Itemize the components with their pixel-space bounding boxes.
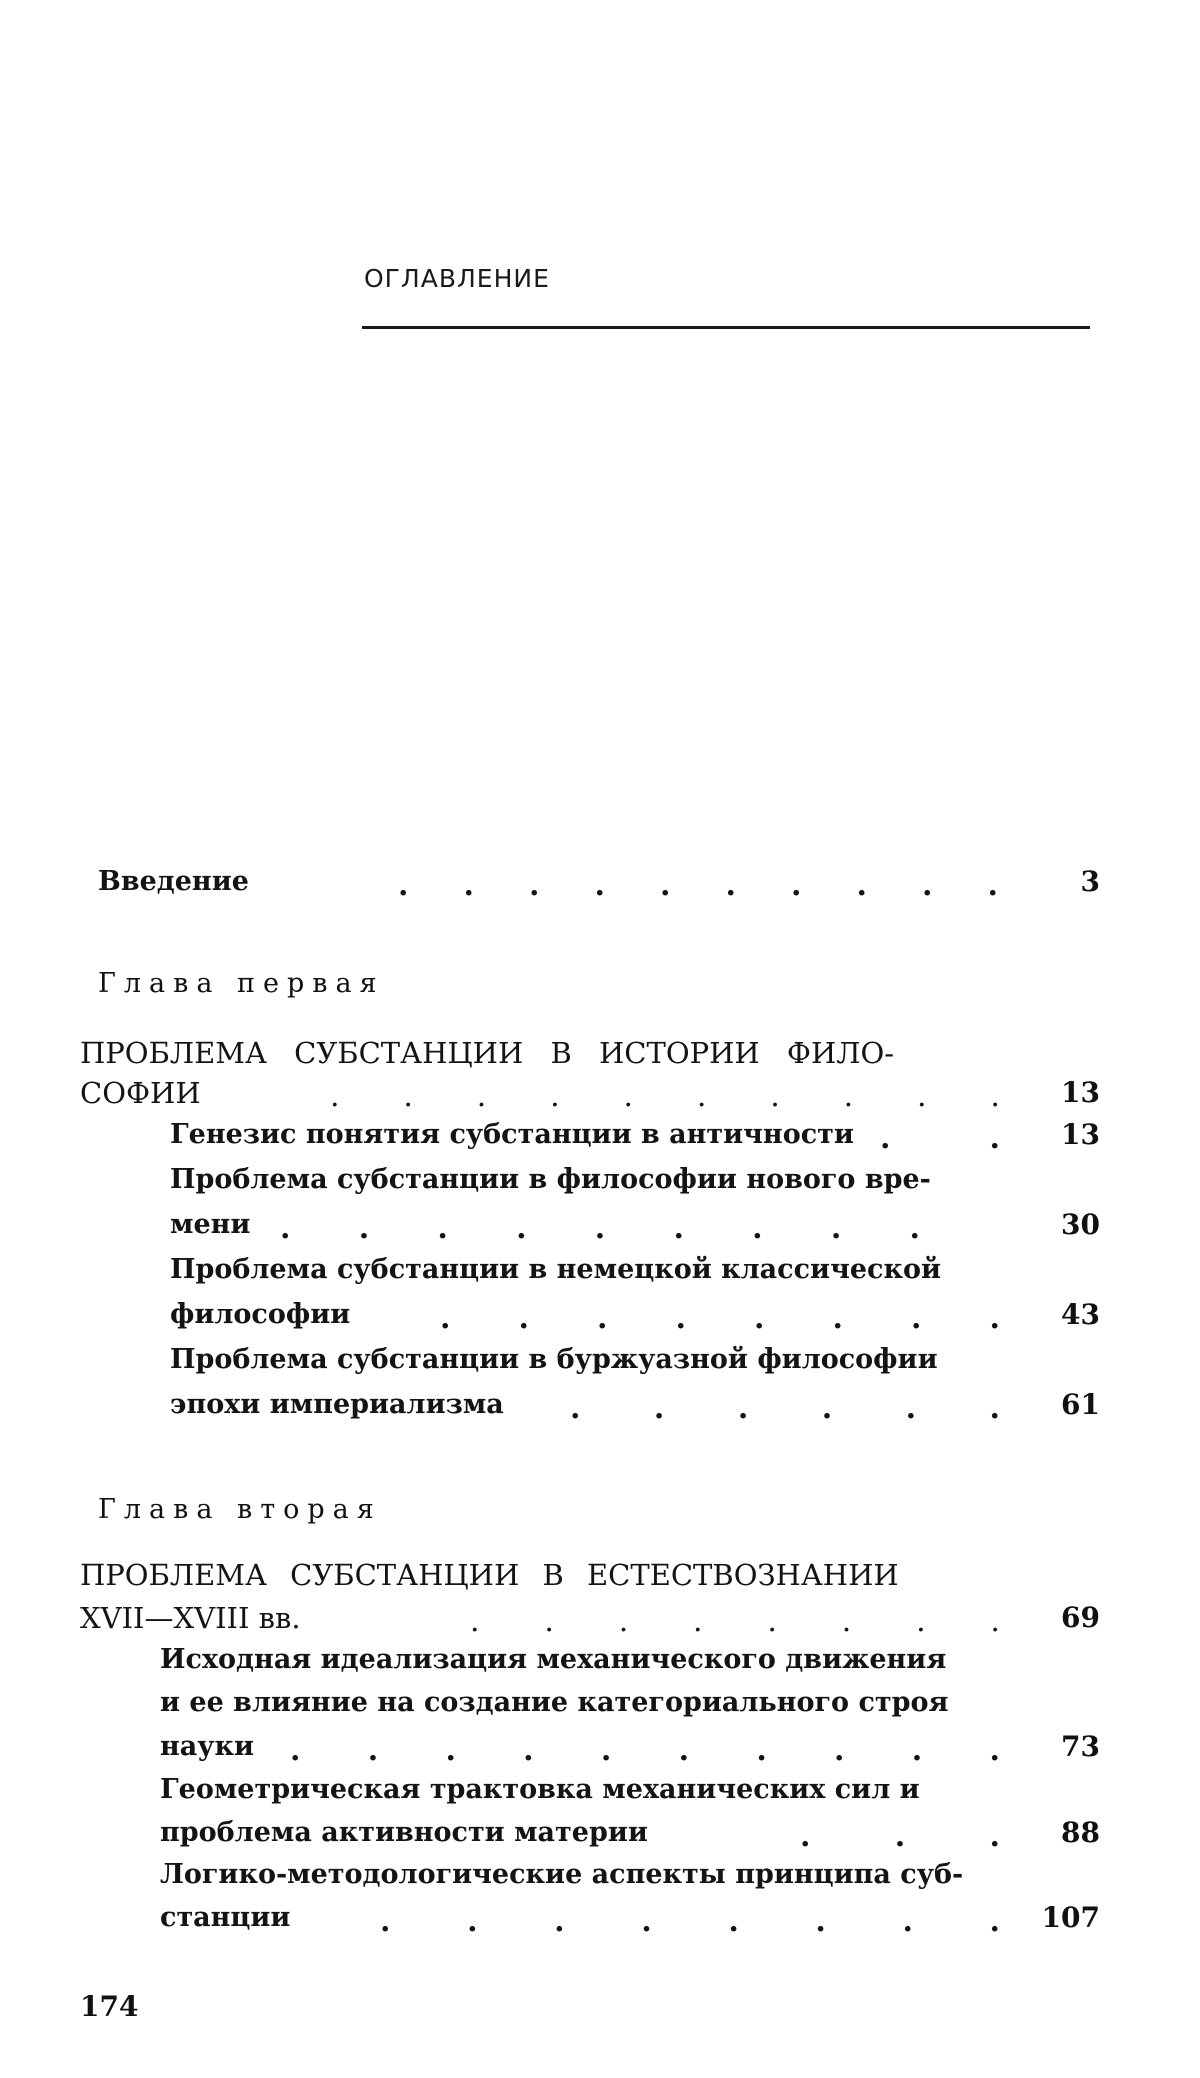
toc-entry-title: станции: [160, 1902, 291, 1933]
toc-entry-section[interactable]: [170, 1385, 1000, 1425]
toc-entry-section-line: Проблема субстанции в немецкой классической: [170, 1254, 941, 1285]
toc-entry-intro[interactable]: [98, 862, 998, 902]
dot-leader: . . .: [800, 1819, 1000, 1854]
dot-leader: . . . . . .: [570, 1391, 1000, 1426]
toc-page-number: 13: [1061, 1076, 1100, 1109]
toc-entry-section[interactable]: [170, 1295, 1000, 1335]
heading-rule: [362, 326, 1090, 329]
toc-page-number: 69: [1061, 1601, 1100, 1634]
dot-leader: . . . . . . . .: [380, 1904, 1000, 1939]
toc-entry-section-line: Геометрическая трактовка механических сил и: [160, 1774, 920, 1805]
toc-entry-section[interactable]: [160, 1813, 1000, 1853]
toc-entry-section[interactable]: [160, 1898, 1000, 1938]
toc-page-number: 3: [1080, 865, 1100, 898]
toc-entry-section-line: Логико-методологические аспекты принципа суб-: [160, 1859, 964, 1890]
toc-entry-title: эпохи империализма: [170, 1389, 504, 1420]
toc-page-number: 13: [1061, 1118, 1100, 1151]
toc-entry-section-line: Проблема субстанции в философии нового вре-: [170, 1164, 931, 1195]
toc-entry-title: Генезис понятия субстанции в античности: [170, 1119, 854, 1150]
dot-leader: . . . . . . . .: [440, 1301, 1000, 1336]
toc-entry-section[interactable]: [160, 1727, 1000, 1767]
dot-leader: . . . . . . . . .: [280, 1211, 920, 1246]
toc-page-number: 107: [1041, 1901, 1100, 1934]
toc-entry-section-line: Проблема субстанции в буржуазной философии: [170, 1344, 938, 1375]
toc-entry-title: проблема активности материи: [160, 1817, 648, 1848]
toc-page-number: 30: [1061, 1208, 1100, 1241]
toc-entry-section-line: Исходная идеализация механического движения: [160, 1644, 947, 1675]
dot-leader: . . . . . . . .: [470, 1604, 1000, 1639]
chapter-title-line: ПРОБЛЕМА СУБСТАНЦИИ В ЕСТЕСТВОЗНАНИИ: [80, 1558, 899, 1592]
toc-entry-title: мени: [170, 1209, 251, 1240]
toc-page-number: 61: [1061, 1388, 1100, 1421]
toc-entry-title: науки: [160, 1731, 255, 1762]
page-heading: ОГЛАВЛЕНИЕ: [364, 264, 550, 293]
page-folio: 174: [80, 1990, 139, 2023]
dot-leader: . .: [880, 1121, 1000, 1156]
chapter-title-line: XVII—XVIII вв.: [80, 1601, 301, 1635]
toc-entry-section[interactable]: [170, 1205, 920, 1245]
chapter-title-line: ПРОБЛЕМА СУБСТАНЦИИ В ИСТОРИИ ФИЛО-: [80, 1036, 895, 1070]
chapter-title-line: СОФИИ: [80, 1076, 201, 1110]
dot-leader: . . . . . . . . . .: [398, 868, 998, 903]
chapter-label: Глава первая: [98, 968, 385, 999]
toc-entry-section-line: и ее влияние на создание категориального строя: [160, 1687, 949, 1718]
toc-entry-chapter1[interactable]: [80, 1073, 1000, 1113]
dot-leader: . . . . . . . . . .: [290, 1733, 1000, 1768]
toc-entry-chapter2[interactable]: [80, 1598, 1000, 1638]
toc-page-number: 43: [1061, 1298, 1100, 1331]
dot-leader: . . . . . . . . . .: [330, 1079, 1000, 1114]
toc-entry-title: философии: [170, 1299, 351, 1330]
toc-page-number: 88: [1061, 1816, 1100, 1849]
toc-entry-section[interactable]: [170, 1115, 1000, 1155]
chapter-label: Глава вторая: [98, 1494, 382, 1525]
toc-page-number: 73: [1061, 1730, 1100, 1763]
toc-entry-title: Введение: [98, 866, 249, 897]
